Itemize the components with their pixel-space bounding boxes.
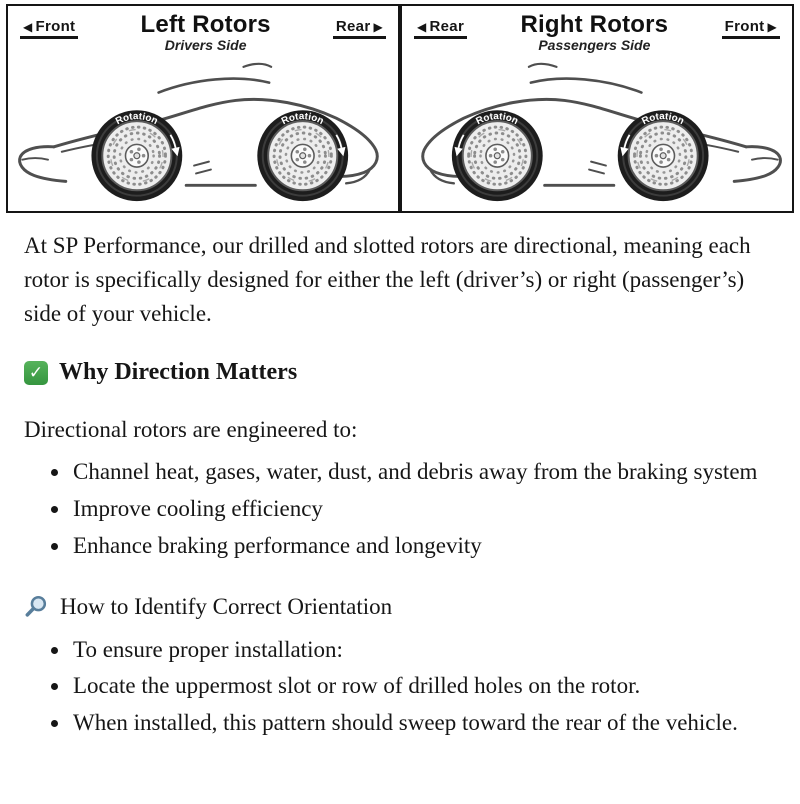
list-item: • Enhance braking performance and longevity (71, 529, 766, 563)
right-panel-header (402, 6, 792, 53)
direction-text: Rear (429, 18, 465, 35)
rotor-direction-diagram (6, 4, 794, 213)
car-body (20, 64, 378, 201)
car-body-mirrored (423, 64, 781, 201)
front-direction-label (722, 18, 780, 39)
rear-direction-label (333, 18, 386, 39)
panel-subtitle: Drivers Side (164, 37, 247, 53)
left-panel-header (8, 6, 398, 53)
left-rotors-panel (6, 4, 400, 213)
front-direction-label (20, 18, 78, 39)
why-direction-matters-heading (24, 355, 772, 390)
right-arrow-icon: ▶ (767, 19, 777, 34)
panel-title: Right Rotors (520, 11, 669, 38)
right-car-illustration (402, 55, 792, 211)
left-arrow-icon: ◀ (23, 19, 33, 34)
left-car-illustration (8, 55, 398, 211)
right-rotors-panel (400, 4, 794, 213)
right-panel-title-block (467, 11, 722, 53)
article-content (0, 213, 800, 740)
direction-text: Front (724, 18, 765, 35)
heading-text: Why Direction Matters (59, 359, 298, 386)
list-item: • When installed, this pattern should sweep toward the rear of the vehicle. (71, 706, 766, 740)
list-item: • Locate the uppermost slot or row of drilled holes on the rotor. (71, 669, 766, 703)
direction-text: Front (35, 18, 76, 35)
list-item: • To ensure proper installation: (71, 633, 766, 667)
left-panel-title-block (78, 11, 333, 53)
direction-text: Rear (335, 18, 371, 35)
left-arrow-icon: ◀ (417, 19, 427, 34)
page (0, 4, 800, 740)
intro-paragraph: At SP Performance, our drilled and slotted rotors are directional, meaning each rotor is specifically designed for either the left (driver’s) or right (passenger’s) side of your vehicle. (24, 233, 751, 326)
list-item: • Channel heat, gases, water, dust, and debris away from the braking system (71, 455, 766, 489)
panel-subtitle: Passengers Side (538, 37, 651, 53)
panel-title: Left Rotors (140, 11, 271, 38)
rear-direction-label (414, 18, 467, 39)
right-arrow-icon: ▶ (373, 19, 383, 34)
identify-orientation-heading (24, 590, 772, 624)
green-check-icon: ✓ (24, 361, 48, 385)
engineered-to-lead: Directional rotors are engineered to: (24, 416, 358, 442)
orientation-steps-list (24, 633, 766, 740)
direction-benefits-list (24, 455, 766, 562)
list-item: • Improve cooling efficiency (71, 492, 766, 526)
heading-text: How to Identify Correct Orientation (60, 593, 393, 619)
magnifier-icon (24, 594, 49, 619)
